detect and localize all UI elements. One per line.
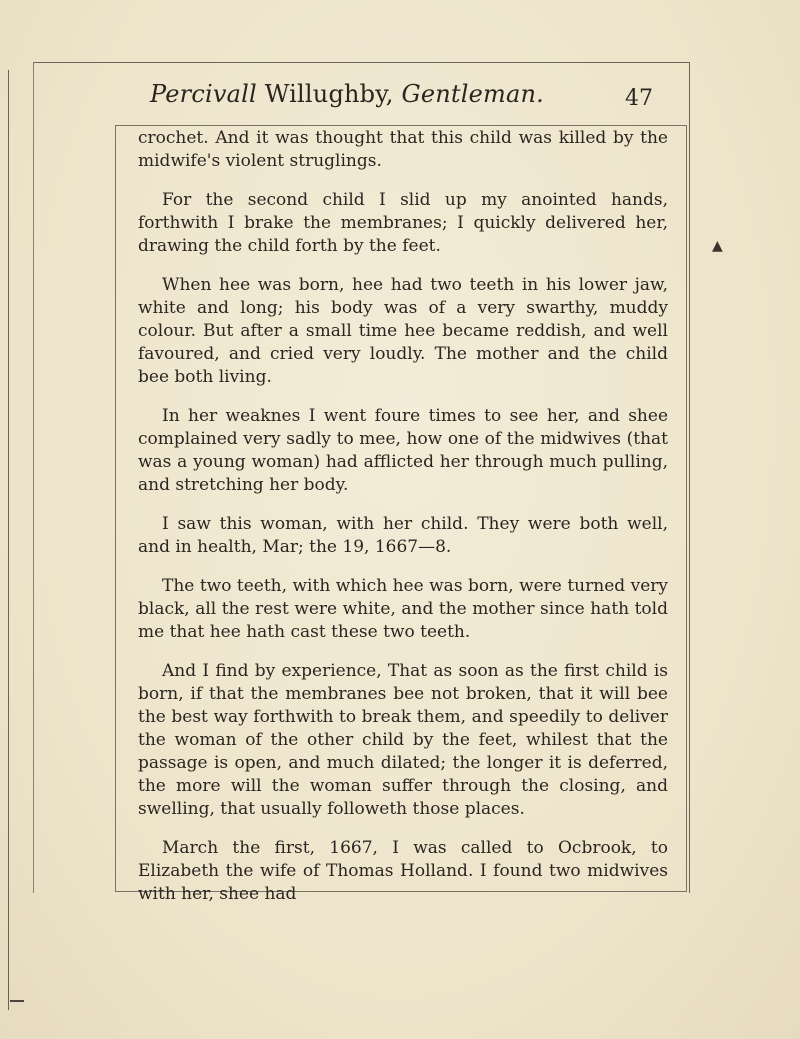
paragraph: crochet. And it was thought that this child was killed by the midwife's violent struglings. <box>138 128 668 171</box>
margin-rule-foot <box>10 1000 24 1002</box>
paragraph: I saw this woman, with her child. They were both well, and in health, Mar; the 19, 1667—8. <box>138 514 668 557</box>
margin-rule <box>8 70 9 1010</box>
paragraph: And I find by experience, That as soon as the first child is born, if that the membranes bee not broken, that it will bee the best way forthwith to break them, and speedily to deliver the woman of the other child by the feet, whilest that the passage is open, and much dilated; the longer it is deferred, the more will the woman suffer through the closing, and swelling, that usually followeth those places. <box>138 661 668 819</box>
page-header <box>0 80 800 120</box>
paragraph: March the first, 1667, I was called to Ocbrook, to Elizabeth the wife of Thomas Holland. I found two midwives with her, shee had <box>138 838 668 904</box>
paragraph: In her weaknes I went foure times to see her, and shee complained very sadly to mee, how one of the midwives (that was a young woman) had afflicted her through much pulling, and stretching her body. <box>138 406 668 495</box>
title-gentleman: Gentleman. <box>401 80 544 108</box>
title-name: Willughby, <box>256 80 402 108</box>
body-text <box>138 127 668 922</box>
margin-mark: ▲ <box>712 238 723 254</box>
title-surname: Percivall <box>150 80 257 108</box>
page-number: 47 <box>625 86 653 111</box>
paragraph: When hee was born, hee had two teeth in his lower jaw, white and long; his body was of a very swarthy, muddy colour. But after a small time hee became reddish, and well favoured, and cried very loudly. The mother and the child bee both living. <box>138 275 668 387</box>
paragraph: For the second child I slid up my anointed hands, forthwith I brake the membranes; I quickly delivered her, drawing the child forth by the feet. <box>138 190 668 256</box>
running-title <box>150 80 544 108</box>
paragraph: The two teeth, with which hee was born, were turned very black, all the rest were white, and the mother since hath told me that hee hath cast these two teeth. <box>138 576 668 642</box>
